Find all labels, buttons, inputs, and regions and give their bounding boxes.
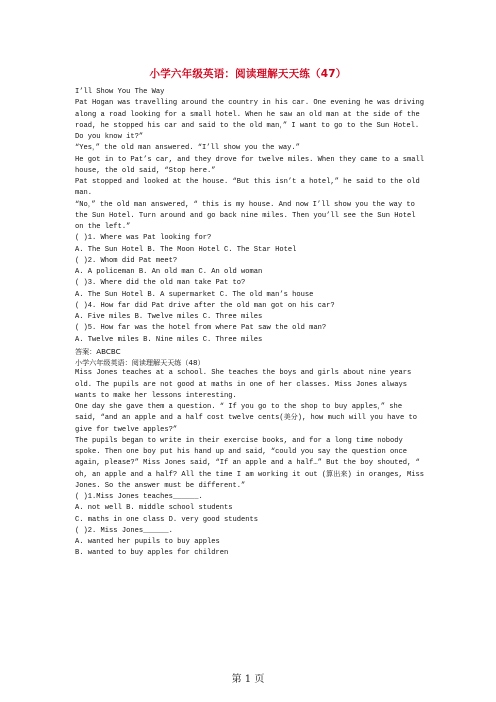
- page-title: 小学六年级英语：阅读理解天天练（47）: [149, 68, 347, 80]
- question-options: A. wanted her pupils to buy apples: [75, 538, 220, 546]
- paragraph: The pupils began to write in their exercise books, and for a long time nobody spoke. Then one boy put his hand up and said, “could you say the question once again, please?” Miss Jones said, “If an apple and a half…” But the boy shouted, “ oh, an apple and a half? All the time I am working it out (算出来) in oranges, Miss Jones. So the answer must be different.”: [75, 436, 425, 490]
- question-options: A. A policeman B. An old man C. An old woman: [75, 268, 263, 276]
- section-heading: 小学六年级英语：阅读理解天天练（48）: [75, 358, 205, 367]
- paragraph: One day she gave them a question. “ If you go to the shop to buy apples，” she said, “and an apple and a half cost twelve cents(美分), how much will you have to give for twelve apples?”: [75, 403, 417, 434]
- paragraph: Pat stopped and looked at the house. “But this isn’t a hotel,” he said to the old man.: [75, 178, 420, 198]
- question-options: A. The Sun Hotel B. The Moon Hotel C. The Star Hotel: [75, 245, 297, 254]
- paragraph: He got in to Pat’s car, and they drove for twelve miles. When they came to a small house, the old said, “Stop here.”: [75, 155, 425, 175]
- question: ( )2. Whom did Pat meet?: [75, 256, 178, 265]
- paragraph: “Yes，” the old man answered. “I’ll show you the way.”: [75, 144, 300, 153]
- paragraph: “No，” the old man answered, “ this is my house. And now I’ll show you the way to the Sun Hotel. Turn around and go back nine miles. Then you’ll see the Sun Hotel on the left.”: [75, 200, 416, 231]
- question-options: B. wanted to buy apples for children: [75, 549, 229, 558]
- question-options: A. Five miles B. Twelve miles C. Three miles: [75, 313, 263, 321]
- document-body: [75, 87, 425, 560]
- passage-heading: I’ll Show You The Way: [75, 88, 165, 96]
- paragraph: Pat Hogan was travelling around the country in his car. One evening he was driving along a road looking for a small hotel. When he saw an old man at the side of the road, he stopped his car and said to the old man，” I want to go to the Sun Hotel. Do you know it?”: [75, 99, 425, 141]
- question: ( )5. How far was the hotel from where Pat saw the old man?: [75, 324, 327, 333]
- question: ( )3. Where did the old man take Pat to?: [75, 279, 246, 288]
- page-number: 第 1 页: [231, 674, 265, 685]
- question-options: A. not well B. middle school students: [75, 504, 233, 513]
- question: ( )2. Miss Jones______.: [75, 526, 173, 535]
- answer-key: 答案：ABCBC: [75, 346, 121, 356]
- question: ( )1.Miss Jones teaches______.: [75, 493, 203, 501]
- question: ( )1. Where was Pat looking for?: [75, 234, 212, 243]
- question-options: C. maths in one class D. very good students: [75, 515, 259, 524]
- question-options: A. Twelve miles B. Nine miles C. Three miles: [75, 335, 263, 344]
- question: ( )4. How far did Pat drive after the old man got on his car?: [75, 301, 335, 310]
- paragraph: Miss Jones teaches at a school. She teaches the boys and girls about nine years old. The pupils are not good at maths in one of her classes. Miss Jones always wants to make her lessons interesting.: [75, 369, 412, 400]
- question-options: A. The Sun Hotel B. A supermarket C. The old man’s house: [75, 290, 314, 299]
